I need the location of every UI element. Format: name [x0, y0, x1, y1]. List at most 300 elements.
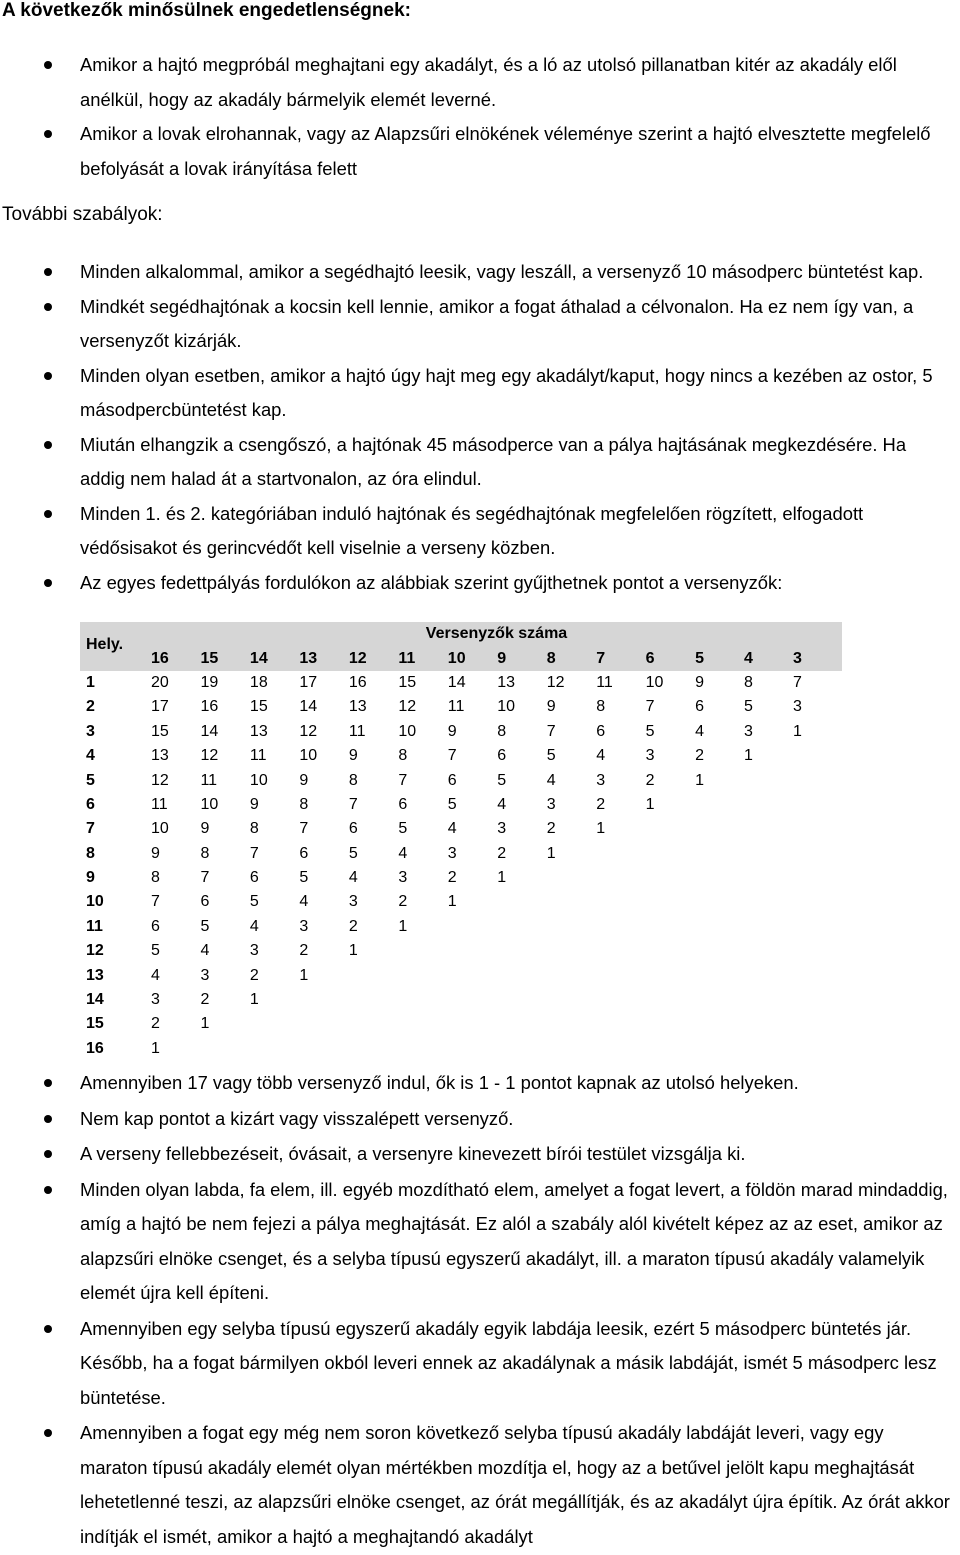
points-cell — [695, 793, 744, 817]
points-cell: 8 — [249, 820, 259, 838]
points-cell: 2 — [348, 917, 358, 935]
table-counts-row — [80, 646, 842, 670]
count-header-cell: 16 — [151, 646, 200, 670]
points-cell: 1 — [299, 966, 309, 984]
points-cell — [250, 1037, 299, 1061]
points-cell: 3 — [596, 771, 606, 789]
points-cell: 8 — [596, 698, 606, 716]
place-cell: 8 — [86, 844, 95, 862]
points-cell — [695, 915, 744, 939]
points-cell: 2 — [497, 844, 507, 862]
points-cell: 1 — [645, 795, 655, 813]
points-cell: 9 — [299, 771, 309, 789]
list-item — [0, 256, 960, 291]
points-cell — [695, 963, 744, 987]
place-cell: 5 — [86, 771, 95, 789]
points-cell: 14 — [299, 698, 318, 716]
points-cell: 5 — [546, 747, 556, 765]
points-cell — [646, 1012, 695, 1036]
points-cell — [744, 866, 793, 890]
heading-further-rules: További szabályok: — [2, 204, 163, 225]
list-item — [0, 1417, 960, 1555]
points-cell: 6 — [200, 893, 210, 911]
points-cell: 4 — [348, 869, 358, 887]
points-cell: 3 — [249, 942, 259, 960]
bullet-icon — [44, 579, 52, 587]
bullet-icon — [44, 130, 52, 138]
points-table — [80, 622, 842, 1061]
points-cell — [398, 988, 447, 1012]
points-cell — [596, 988, 645, 1012]
count-header-cell: 6 — [646, 646, 695, 670]
points-cell — [596, 890, 645, 914]
points-cell: 10 — [200, 795, 219, 813]
points-cell — [744, 768, 793, 792]
points-cell: 4 — [546, 771, 556, 789]
points-cell — [349, 988, 398, 1012]
list-item — [0, 291, 960, 360]
table-row — [80, 890, 842, 914]
points-cell: 6 — [447, 771, 457, 789]
points-cell — [695, 842, 744, 866]
heading-disobedience: A következők minősülnek engedetlenségnek: — [2, 0, 411, 21]
place-cell: 2 — [86, 698, 95, 716]
points-cell — [547, 915, 596, 939]
points-cell: 5 — [744, 698, 753, 716]
points-cell: 20 — [150, 673, 169, 691]
list-item-text: Minden alkalommal, amikor a segédhajtó leesik, vagy leszáll, a versenyző 10 másodperc büntetést kap. — [80, 261, 924, 282]
points-cell: 8 — [744, 673, 753, 691]
points-cell — [596, 1037, 645, 1061]
list-item-text: Minden olyan labda, fa elem, ill. egyéb mozdítható elem, amelyet a fogat levert, a földön marad mindaddig, amíg a hajtó be nem fejezi a pálya meghajtását. Ez alól a szabály alól kivételt képez az az eset, amikor az alapzsűri elnöke csenget, és a selyba típusú egyszerű akadályt, ill. a maraton típusú akadály valamelyik elemét újra kell építeni. — [80, 1178, 948, 1303]
points-cell — [695, 817, 744, 841]
points-cell: 7 — [792, 673, 802, 691]
count-header-cell: 15 — [200, 646, 249, 670]
table-row — [80, 695, 842, 719]
points-cell — [448, 1037, 497, 1061]
points-cell: 3 — [447, 844, 457, 862]
points-cell — [646, 963, 695, 987]
points-cell — [744, 1012, 793, 1036]
table-row — [80, 793, 842, 817]
points-cell: 6 — [299, 844, 309, 862]
bullet-icon — [44, 1115, 52, 1123]
points-cell: 4 — [497, 795, 507, 813]
points-cell: 13 — [249, 722, 268, 740]
count-header-cell: 8 — [547, 646, 596, 670]
points-cell: 11 — [200, 771, 218, 789]
place-cell: 7 — [86, 820, 95, 838]
list-item-text: Amennyiben 17 vagy több versenyző indul, ők is 1 - 1 pontot kapnak az utolsó helyeken. — [80, 1072, 799, 1093]
points-cell: 10 — [249, 771, 268, 789]
points-cell: 1 — [447, 893, 457, 911]
points-cell: 6 — [695, 698, 704, 716]
points-cell — [744, 939, 793, 963]
count-header-cell: 9 — [497, 646, 546, 670]
points-cell: 5 — [447, 795, 457, 813]
points-cell — [299, 1037, 348, 1061]
list-item-text: Nem kap pontot a kizárt vagy visszalépett versenyző. — [80, 1107, 514, 1129]
further-rules-list — [0, 256, 960, 601]
points-cell — [547, 963, 596, 987]
points-cell: 2 — [695, 747, 704, 765]
table-row — [80, 988, 842, 1012]
points-cell — [596, 842, 645, 866]
points-cell: 3 — [497, 820, 507, 838]
points-cell — [793, 817, 842, 841]
bullet-icon — [44, 1186, 52, 1194]
points-cell: 10 — [645, 673, 664, 691]
points-cell — [299, 988, 348, 1012]
points-cell: 1 — [596, 820, 606, 838]
points-cell — [596, 866, 645, 890]
place-cell: 1 — [86, 673, 95, 691]
points-cell: 9 — [249, 795, 259, 813]
bullet-icon — [44, 1079, 52, 1087]
table-row — [80, 720, 842, 744]
points-cell: 7 — [150, 893, 160, 911]
table-row — [80, 866, 842, 890]
points-cell — [547, 1012, 596, 1036]
points-cell — [793, 963, 842, 987]
bullet-icon — [44, 1325, 52, 1333]
points-cell: 8 — [348, 771, 358, 789]
points-cell — [497, 1012, 546, 1036]
points-cell: 1 — [744, 747, 753, 765]
points-cell: 2 — [447, 869, 457, 887]
list-item — [0, 1313, 960, 1417]
bullet-icon — [44, 372, 52, 380]
disobedience-list — [0, 49, 960, 187]
points-cell: 7 — [398, 771, 408, 789]
points-cell: 2 — [596, 795, 606, 813]
table-title-row — [80, 622, 842, 646]
points-cell — [695, 988, 744, 1012]
points-cell — [547, 939, 596, 963]
points-cell: 10 — [497, 698, 516, 716]
bullet-icon — [44, 441, 52, 449]
points-cell — [349, 1037, 398, 1061]
points-cell — [646, 866, 695, 890]
points-cell — [744, 915, 793, 939]
points-cell — [695, 866, 744, 890]
points-cell: 14 — [447, 673, 466, 691]
points-cell: 5 — [645, 722, 655, 740]
list-item — [0, 1103, 960, 1138]
points-cell: 8 — [200, 844, 210, 862]
points-cell: 4 — [299, 893, 309, 911]
points-cell: 1 — [546, 844, 556, 862]
points-cell: 1 — [497, 869, 507, 887]
points-cell — [646, 817, 695, 841]
points-cell — [695, 890, 744, 914]
points-cell — [793, 1037, 842, 1061]
place-cell: 3 — [86, 722, 95, 740]
points-cell — [547, 1037, 596, 1061]
points-cell: 3 — [744, 722, 753, 740]
place-cell: 4 — [86, 747, 95, 765]
place-header: Hely. — [86, 636, 124, 653]
points-cell — [299, 1012, 348, 1036]
points-cell: 16 — [348, 673, 367, 691]
points-cell — [349, 963, 398, 987]
points-cell — [793, 1012, 842, 1036]
points-cell: 1 — [200, 1015, 210, 1033]
points-cell — [547, 866, 596, 890]
list-item — [0, 49, 960, 118]
scoring-notes-list — [0, 1067, 960, 1555]
points-cell — [646, 915, 695, 939]
points-cell: 3 — [150, 991, 160, 1009]
points-cell — [448, 939, 497, 963]
list-item-text: Az egyes fedettpályás fordulókon az alábbiak szerint gyűjthetnek pontot a versenyzők: — [80, 571, 783, 593]
points-cell: 7 — [447, 747, 457, 765]
points-cell: 8 — [497, 722, 507, 740]
points-cell: 13 — [150, 747, 169, 765]
points-cell: 4 — [200, 942, 210, 960]
points-cell — [646, 842, 695, 866]
place-cell: 14 — [86, 991, 104, 1009]
points-table-wrapper — [80, 622, 842, 1061]
points-cell: 8 — [150, 869, 160, 887]
points-cell: 17 — [299, 673, 318, 691]
points-cell: 12 — [546, 673, 565, 691]
points-cell: 9 — [348, 747, 358, 765]
list-item — [0, 429, 960, 498]
count-header-cell: 5 — [695, 646, 744, 670]
bullet-icon — [44, 268, 52, 276]
list-item — [0, 498, 960, 567]
points-cell — [497, 963, 546, 987]
points-cell — [596, 1012, 645, 1036]
list-item-text: Amikor a hajtó megpróbál meghajtani egy akadályt, és a ló az utolsó pillanatban kitér az akadály elől anélkül, hogy az akadály bármelyik elemét leverné. — [80, 54, 897, 110]
bullet-icon — [44, 1150, 52, 1158]
table-row — [80, 939, 842, 963]
points-cell: 7 — [299, 820, 309, 838]
points-cell: 8 — [299, 795, 309, 813]
points-cell: 10 — [150, 820, 169, 838]
points-cell — [695, 939, 744, 963]
table-row — [80, 842, 842, 866]
points-cell — [497, 1037, 546, 1061]
points-cell — [646, 939, 695, 963]
list-item-text: A verseny fellebbezéseit, óvásait, a versenyre kinevezett bírói testület vizsgálja ki. — [80, 1143, 746, 1164]
table-row — [80, 1012, 842, 1036]
count-header-cell: 14 — [250, 646, 299, 670]
points-cell — [646, 1037, 695, 1061]
points-cell: 3 — [792, 698, 802, 716]
points-cell: 4 — [150, 966, 160, 984]
points-cell: 15 — [398, 673, 417, 691]
points-cell: 9 — [150, 844, 160, 862]
points-cell: 3 — [299, 917, 309, 935]
points-cell: 5 — [299, 869, 309, 887]
table-row — [80, 671, 842, 695]
points-cell: 10 — [299, 747, 318, 765]
points-cell: 13 — [497, 673, 516, 691]
points-cell — [448, 963, 497, 987]
count-header-cell: 12 — [349, 646, 398, 670]
points-cell: 11 — [447, 698, 465, 716]
points-cell: 7 — [249, 844, 259, 862]
points-cell — [398, 963, 447, 987]
points-cell: 10 — [398, 722, 417, 740]
points-cell: 17 — [150, 698, 169, 716]
points-cell — [596, 915, 645, 939]
points-cell — [596, 963, 645, 987]
table-row — [80, 963, 842, 987]
list-item-text: Minden olyan esetben, amikor a hajtó úgy hajt meg egy akadályt/kaput, hogy nincs a kezében az ostor, 5 másodpercbüntetést kap. — [80, 364, 933, 420]
points-cell: 14 — [200, 722, 219, 740]
points-cell: 3 — [200, 966, 210, 984]
points-cell: 1 — [249, 991, 259, 1009]
list-item-text: Amikor a lovak elrohannak, vagy az Alapzsűri elnökének véleménye szerint a hajtó elvesztette megfelelő befolyását a lovak irányítása felett — [80, 123, 931, 179]
place-cell: 13 — [86, 966, 104, 984]
points-cell: 5 — [497, 771, 507, 789]
points-cell: 16 — [200, 698, 219, 716]
points-cell: 12 — [200, 747, 219, 765]
place-cell: 12 — [86, 942, 104, 960]
points-cell — [793, 866, 842, 890]
points-cell: 7 — [348, 795, 358, 813]
points-cell: 7 — [200, 869, 210, 887]
points-cell — [547, 988, 596, 1012]
points-cell: 1 — [348, 942, 358, 960]
bullet-icon — [44, 510, 52, 518]
list-item — [0, 1067, 960, 1102]
points-cell — [793, 915, 842, 939]
list-item-text: Amennyiben egy selyba típusú egyszerű akadály egyik labdája leesik, ezért 5 másodperc büntetés jár. Később, ha a fogat bármilyen okból leveri ennek az akadálynak a másik labdáját, ismét 5 másodperc lesz büntetése. — [80, 1317, 937, 1408]
points-cell: 15 — [249, 698, 268, 716]
points-cell — [744, 963, 793, 987]
points-cell: 6 — [249, 869, 259, 887]
list-item-text: Mindkét segédhajtónak a kocsin kell lennie, amikor a fogat áthalad a célvonalon. Ha ez nem így van, a versenyzőt kizárják. — [80, 295, 914, 351]
points-cell: 2 — [150, 1015, 160, 1033]
points-cell: 11 — [348, 722, 366, 740]
points-cell: 5 — [249, 893, 259, 911]
points-cell: 5 — [200, 917, 210, 935]
points-cell: 15 — [150, 722, 169, 740]
place-cell: 16 — [86, 1039, 104, 1057]
count-header-cell: 7 — [596, 646, 645, 670]
points-cell: 2 — [200, 991, 210, 1009]
points-cell — [398, 1037, 447, 1061]
points-cell: 9 — [447, 722, 457, 740]
points-cell — [744, 988, 793, 1012]
points-cell — [744, 817, 793, 841]
points-cell: 1 — [398, 917, 408, 935]
points-cell — [497, 939, 546, 963]
points-cell — [695, 1012, 744, 1036]
table-row — [80, 915, 842, 939]
points-cell — [744, 842, 793, 866]
points-cell — [448, 915, 497, 939]
points-cell: 1 — [792, 722, 802, 740]
list-item-text: Amennyiben a fogat egy még nem soron következő selyba típusú akadály labdáját leveri, vagy egy maraton típusú akadály elemét olyan mértékben mozdítja el, hogy az a betűvel jelölt kapu meghajtását lehetetlenné teszi, az alapzsűri elnöke csenget, az órát megállítják, és az akadályt újra építik. Az órát akkor indítják el ismét, amikor a hajtó a meghajtandó akadályt — [80, 1422, 950, 1547]
points-cell — [793, 890, 842, 914]
bullet-icon — [44, 61, 52, 69]
points-cell: 3 — [645, 747, 655, 765]
points-cell: 9 — [200, 820, 210, 838]
points-cell: 6 — [348, 820, 358, 838]
list-item — [0, 118, 960, 187]
points-cell: 18 — [249, 673, 268, 691]
points-cell — [793, 939, 842, 963]
points-cell: 5 — [398, 820, 408, 838]
points-cell — [646, 988, 695, 1012]
points-cell: 7 — [546, 722, 556, 740]
points-cell: 4 — [398, 844, 408, 862]
points-cell — [349, 1012, 398, 1036]
points-cell: 6 — [398, 795, 408, 813]
points-cell: 6 — [596, 722, 606, 740]
count-header-cell: 4 — [744, 646, 793, 670]
table-row — [80, 817, 842, 841]
table-row — [80, 744, 842, 768]
bullet-icon — [44, 303, 52, 311]
points-cell: 19 — [200, 673, 219, 691]
points-cell — [793, 842, 842, 866]
points-cell — [646, 890, 695, 914]
count-header-cell: 3 — [793, 646, 842, 670]
points-cell: 1 — [695, 771, 704, 789]
points-cell: 4 — [249, 917, 259, 935]
points-cell: 1 — [150, 1039, 160, 1057]
list-item — [0, 1138, 960, 1173]
points-cell: 12 — [150, 771, 169, 789]
table-title: Versenyzők száma — [151, 622, 842, 646]
list-item — [0, 360, 960, 429]
points-cell: 9 — [695, 673, 704, 691]
points-cell — [596, 939, 645, 963]
points-cell: 3 — [398, 869, 408, 887]
points-cell: 12 — [398, 698, 417, 716]
table-row — [80, 768, 842, 792]
points-cell: 6 — [497, 747, 507, 765]
points-cell — [547, 890, 596, 914]
points-cell — [695, 1037, 744, 1061]
list-item — [0, 1174, 960, 1312]
points-cell — [200, 1037, 249, 1061]
list-item — [0, 567, 960, 602]
points-cell: 6 — [150, 917, 160, 935]
points-cell: 4 — [695, 722, 704, 740]
points-cell: 11 — [150, 795, 168, 813]
count-header-cell: 10 — [448, 646, 497, 670]
points-cell: 4 — [596, 747, 606, 765]
points-cell: 11 — [596, 673, 613, 691]
points-cell — [744, 793, 793, 817]
points-cell — [497, 915, 546, 939]
points-cell — [448, 1012, 497, 1036]
place-cell: 15 — [86, 1015, 104, 1033]
place-cell: 11 — [86, 917, 103, 935]
points-cell: 7 — [645, 698, 655, 716]
points-cell: 2 — [546, 820, 556, 838]
points-cell — [744, 1037, 793, 1061]
list-item-text: Minden 1. és 2. kategóriában induló hajtónak és segédhajtónak megfelelően rögzített, elfogadott védősisakot és gerincvédőt kell viselnie a verseny közben. — [80, 502, 864, 558]
place-cell: 6 — [86, 795, 95, 813]
place-cell: 10 — [86, 893, 104, 911]
points-cell: 8 — [398, 747, 408, 765]
count-header-cell: 11 — [398, 646, 447, 670]
points-cell: 11 — [249, 747, 267, 765]
list-item-text: Miután elhangzik a csengőszó, a hajtónak 45 másodperce van a pálya hajtásának megkezdésére. Ha addig nem halad át a startvonalon, az óra elindul. — [80, 433, 907, 489]
points-cell: 13 — [348, 698, 367, 716]
points-cell: 3 — [546, 795, 556, 813]
points-cell — [497, 988, 546, 1012]
points-cell: 2 — [645, 771, 655, 789]
